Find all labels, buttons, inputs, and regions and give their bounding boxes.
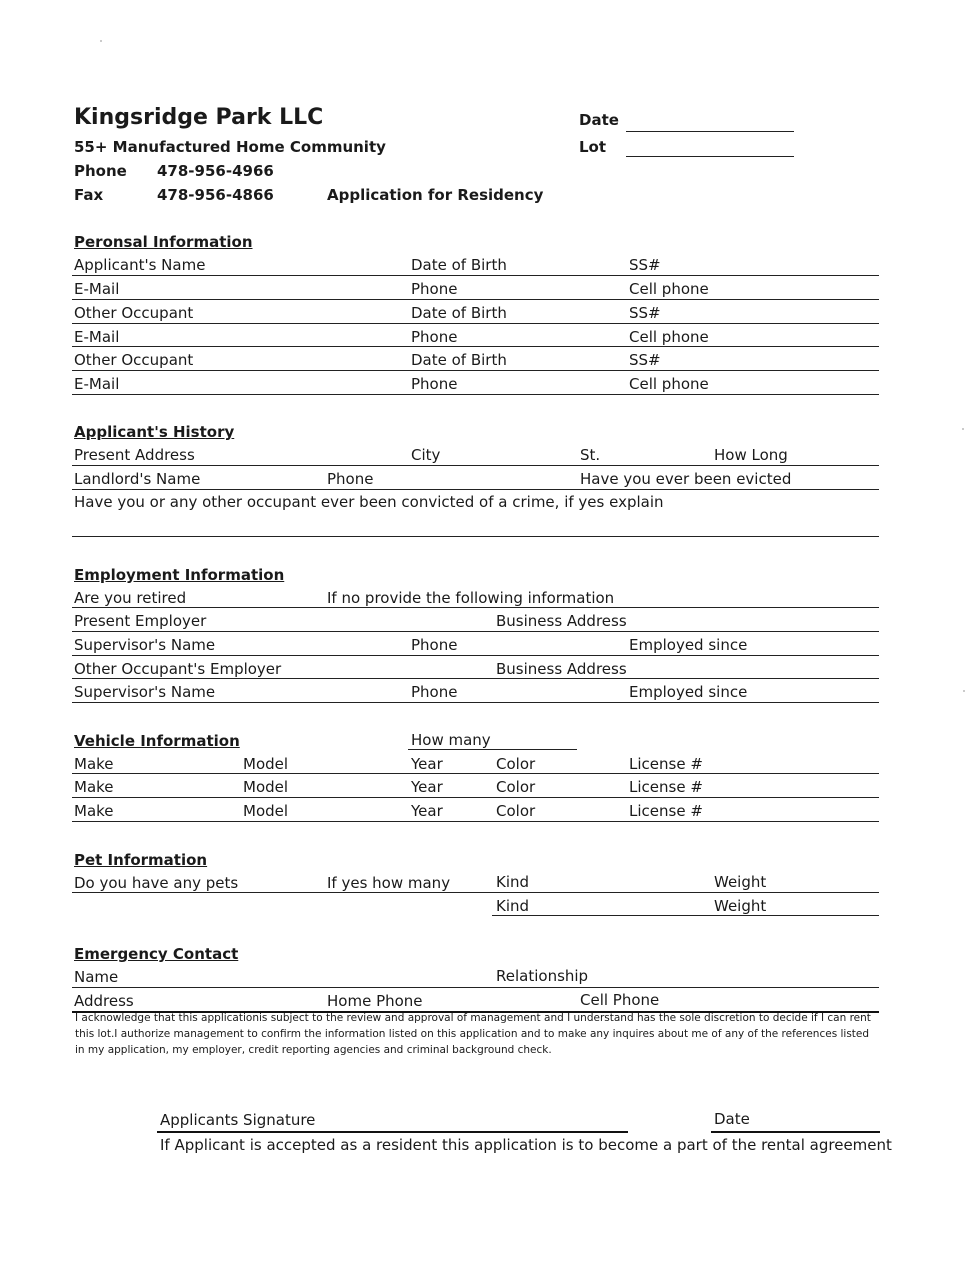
employment-section-title: Employment Information <box>74 566 285 584</box>
field-label: Model <box>243 755 289 773</box>
field-label: License # <box>629 778 703 796</box>
field-line[interactable] <box>72 773 879 774</box>
supervisor-field[interactable] <box>72 655 879 656</box>
signature-label: Applicants Signature <box>160 1111 316 1129</box>
supervisor-phone-label: Phone <box>411 683 458 701</box>
field-label: Make <box>74 755 114 773</box>
field-label: Date of Birth <box>411 256 507 274</box>
other-employer-field[interactable] <box>72 678 879 679</box>
crime-question: Have you or any other occupant ever been convicted of a crime, if yes explain <box>74 493 664 511</box>
present-address-label: Present Address <box>74 446 195 464</box>
rental-agreement-note: If Applicant is accepted as a resident this application is to become a part of the rental agreement <box>160 1136 892 1154</box>
field-label: Year <box>411 802 443 820</box>
ack-line-3: in my application, my employer, credit reporting agencies and criminal background check. <box>75 1044 552 1056</box>
field-label: Make <box>74 802 114 820</box>
ack-line-2: this lot.I authorize management to confirm the information listed on this application and to make any inquires about me of any of the references listed <box>75 1028 870 1040</box>
pet-kind-label: Kind <box>496 873 530 891</box>
phone-label: Phone <box>74 162 127 180</box>
scan-speck <box>962 428 964 430</box>
contact-name-label: Name <box>74 968 119 986</box>
field-label: Model <box>243 802 289 820</box>
field-line[interactable] <box>72 299 879 300</box>
landlord-label: Landlord's Name <box>74 470 201 488</box>
pet-field-2[interactable] <box>492 915 879 916</box>
field-label: License # <box>629 755 703 773</box>
field-label: SS# <box>629 304 661 322</box>
supervisor-label: Supervisor's Name <box>74 636 216 654</box>
business-address-label: Business Address <box>496 612 627 630</box>
company-subtitle: 55+ Manufactured Home Community <box>74 138 386 156</box>
cell-phone-label: Cell Phone <box>580 991 660 1009</box>
pet-how-many-label: If yes how many <box>327 874 451 892</box>
evicted-label: Have you ever been evicted <box>580 470 792 488</box>
field-line[interactable] <box>72 370 879 371</box>
field-label: Year <box>411 778 443 796</box>
field-line[interactable] <box>72 394 879 395</box>
business-address-label: Business Address <box>496 660 627 678</box>
contact-name-field[interactable] <box>72 987 879 988</box>
landlord-field[interactable] <box>72 489 879 490</box>
emergency-section-title: Emergency Contact <box>74 945 239 963</box>
landlord-phone-label: Phone <box>327 470 374 488</box>
retired-field[interactable] <box>72 607 879 608</box>
personal-section-title: Peronsal Information <box>74 233 253 251</box>
field-label: Other Occupant <box>74 351 194 369</box>
field-label: Date of Birth <box>411 304 507 322</box>
city-label: City <box>411 446 441 464</box>
vehicle-section-title: Vehicle Information <box>74 732 240 750</box>
if-no-label: If no provide the following information <box>327 589 615 607</box>
header-lot-label: Lot <box>579 138 607 156</box>
field-line[interactable] <box>72 346 879 347</box>
header-lot-field[interactable] <box>626 156 794 157</box>
supervisor-phone-label: Phone <box>411 636 458 654</box>
field-label: E-Mail <box>74 280 120 298</box>
field-line[interactable] <box>72 797 879 798</box>
field-label: Phone <box>411 375 458 393</box>
field-line[interactable] <box>72 323 879 324</box>
relationship-label: Relationship <box>496 967 589 985</box>
field-label: Color <box>496 802 536 820</box>
field-label: E-Mail <box>74 375 120 393</box>
contact-address-label: Address <box>74 992 134 1010</box>
header-date-field[interactable] <box>626 131 794 132</box>
field-label: SS# <box>629 351 661 369</box>
field-label: License # <box>629 802 703 820</box>
fax-label: Fax <box>74 186 104 204</box>
field-label: Date of Birth <box>411 351 507 369</box>
home-phone-label: Home Phone <box>327 992 423 1010</box>
field-line[interactable] <box>72 275 879 276</box>
field-label: Cell phone <box>629 375 709 393</box>
field-label: Year <box>411 755 443 773</box>
field-line[interactable] <box>72 821 879 822</box>
field-label: Other Occupant <box>74 304 194 322</box>
field-label: Color <box>496 755 536 773</box>
signature-field[interactable] <box>157 1131 628 1133</box>
field-label: Make <box>74 778 114 796</box>
ack-line-1: I acknowledge that this applicationis subject to the review and approval of management and I understand has the sole discretion to decide if I can rent <box>75 1012 871 1024</box>
state-label: St. <box>580 446 601 464</box>
pet-kind-label: Kind <box>496 897 530 915</box>
supervisor-field[interactable] <box>72 702 879 703</box>
pet-field[interactable] <box>72 892 879 893</box>
field-label: Phone <box>411 328 458 346</box>
field-label: Phone <box>411 280 458 298</box>
employed-since-label: Employed since <box>629 683 748 701</box>
present-address-field[interactable] <box>72 465 879 466</box>
pet-weight-label: Weight <box>714 873 767 891</box>
employed-since-label: Employed since <box>629 636 748 654</box>
pet-weight-label: Weight <box>714 897 767 915</box>
other-employer-label: Other Occupant's Employer <box>74 660 282 678</box>
supervisor-label: Supervisor's Name <box>74 683 216 701</box>
how-long-label: How Long <box>714 446 788 464</box>
scan-speck <box>100 40 102 42</box>
signature-date-label: Date <box>714 1110 750 1128</box>
pet-section-title: Pet Information <box>74 851 208 869</box>
signature-date-field[interactable] <box>711 1131 880 1133</box>
field-label: SS# <box>629 256 661 274</box>
history-section-title: Applicant's History <box>74 423 235 441</box>
phone-value: 478-956-4966 <box>157 162 274 180</box>
present-employer-label: Present Employer <box>74 612 207 630</box>
vehicle-how-many-field[interactable] <box>408 749 577 750</box>
field-label: Applicant's Name <box>74 256 206 274</box>
retired-label: Are you retired <box>74 589 187 607</box>
vehicle-how-many-label: How many <box>411 731 491 749</box>
field-label: Model <box>243 778 289 796</box>
any-pets-label: Do you have any pets <box>74 874 239 892</box>
fax-value: 478-956-4866 <box>157 186 274 204</box>
field-label: Color <box>496 778 536 796</box>
present-employer-field[interactable] <box>72 631 879 632</box>
field-label: E-Mail <box>74 328 120 346</box>
header-date-label: Date <box>579 111 619 129</box>
form-title: Application for Residency <box>327 186 544 204</box>
field-label: Cell phone <box>629 280 709 298</box>
field-label: Cell phone <box>629 328 709 346</box>
company-name: Kingsridge Park LLC <box>74 105 324 130</box>
crime-explain-field[interactable] <box>72 536 879 537</box>
scan-speck <box>963 690 965 692</box>
